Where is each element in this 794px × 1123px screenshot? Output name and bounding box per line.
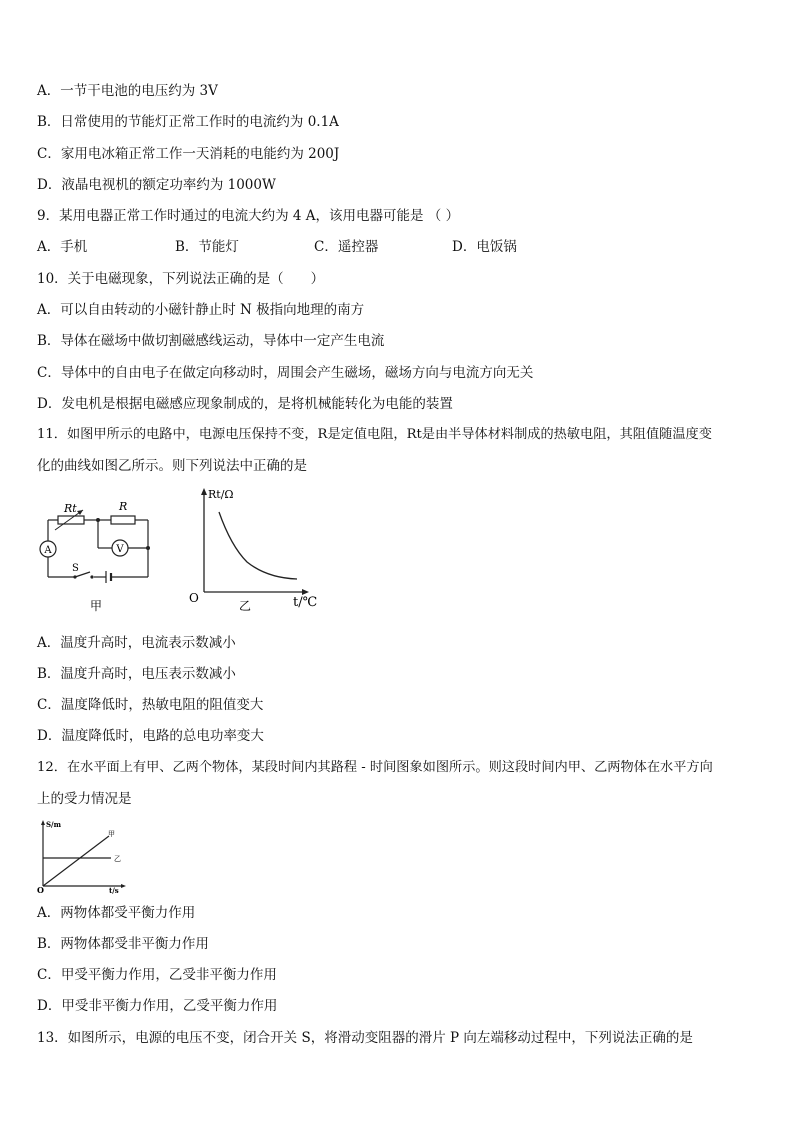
q12-stem-line1: 12．在水平面上有甲、乙两个物体，某段时间内其路程 - 时间图象如图所示。则这段时间内甲、乙两物体在水平方向 (37, 760, 713, 775)
q8-option-a: A．一节干电池的电压约为 3V (37, 83, 218, 99)
q8-option-b: B．日常使用的节能灯正常工作时的电流约为 0.1A (37, 114, 339, 130)
q11-option-b: B．温度升高时，电压表示数减小 (37, 666, 236, 682)
yi-line-label: 乙 (114, 855, 121, 863)
q9-option-a: A．手机 (37, 239, 88, 255)
q9-option-d: D．电饭锅 (452, 239, 517, 255)
q11-option-d: D．温度降低时，电路的总电功率变大 (37, 728, 264, 744)
rt-label: Rt (64, 502, 77, 515)
q11-circuit-diagram (38, 492, 158, 616)
q12-option-d: D．甲受非平衡力作用，乙受平衡力作用 (37, 998, 278, 1014)
q12-option-a: A．两物体都受平衡力作用 (37, 905, 196, 921)
q10-option-b: B．导体在磁场中做切割磁感线运动，导体中一定产生电流 (37, 333, 385, 349)
q12-option-c: C．甲受平衡力作用，乙受非平衡力作用 (37, 967, 277, 983)
rt-axis-label: Rt/Ω (208, 488, 234, 501)
r-resistor (111, 516, 135, 524)
t-axis-label: t/℃ (293, 595, 318, 610)
q11-stem-line2: 化的曲线如图乙所示。则下列说法中正确的是 (37, 458, 307, 474)
q11-rt-temperature-graph (185, 486, 325, 614)
circuit-caption: 甲 (90, 599, 103, 613)
q9-option-b: B．节能灯 (175, 239, 239, 255)
q9-stem: 9．某用电器正常工作时通过的电流大约为 4 A，该用电器可能是 （ ） (37, 208, 460, 224)
t-axis-label-q12: t/s (109, 886, 119, 894)
q11-option-a: A．温度升高时，电流表示数减小 (37, 635, 236, 651)
q13-stem: 13．如图所示，电源的电压不变，闭合开关 S，将滑动变阻器的滑片 P 向左端移动过程中，下列说法正确的是 (37, 1030, 693, 1046)
switch-label: S (72, 563, 79, 574)
q8-option-c: C．家用电冰箱正常工作一天消耗的电能约为 200J (37, 146, 340, 162)
q12-option-b: B．两物体都受非平衡力作用 (37, 936, 209, 952)
q11-stem-line1: 11．如图甲所示的电路中，电源电压保持不变，R是定值电阻，Rt是由半导体材料制成的热敏电阻，其阻值随温度变 (37, 427, 712, 442)
q10-option-c: C．导体中的自由电子在做定向移动时，周围会产生磁场，磁场方向与电流方向无关 (37, 365, 534, 381)
q11-option-c: C．温度降低时，热敏电阻的阻值变大 (37, 697, 264, 713)
q10-option-a: A．可以自由转动的小磁针静止时 N 极指向地理的南方 (37, 302, 365, 318)
q12-stem-line2: 上的受力情况是 (37, 791, 132, 807)
q10-option-d: D．发电机是根据电磁感应现象制成的，是将机械能转化为电能的装置 (37, 396, 453, 412)
q10-stem: 10．关于电磁现象，下列说法正确的是（ ） (37, 271, 325, 287)
q8-option-d: D．液晶电视机的额定功率约为 1000W (37, 177, 276, 193)
r-label: R (119, 500, 128, 513)
ammeter-label: A (44, 545, 52, 556)
s-axis-label: S/m (46, 820, 62, 829)
line-jia (43, 836, 109, 886)
q12-origin-label: O (37, 885, 44, 894)
graph-caption: 乙 (239, 599, 252, 613)
origin-label: O (189, 591, 199, 605)
q12-distance-time-graph (35, 818, 130, 894)
voltmeter-label: V (116, 544, 124, 555)
rt-thermistor (58, 516, 84, 524)
q9-option-c: C．遥控器 (314, 239, 379, 255)
jia-line-label: 甲 (108, 830, 115, 838)
